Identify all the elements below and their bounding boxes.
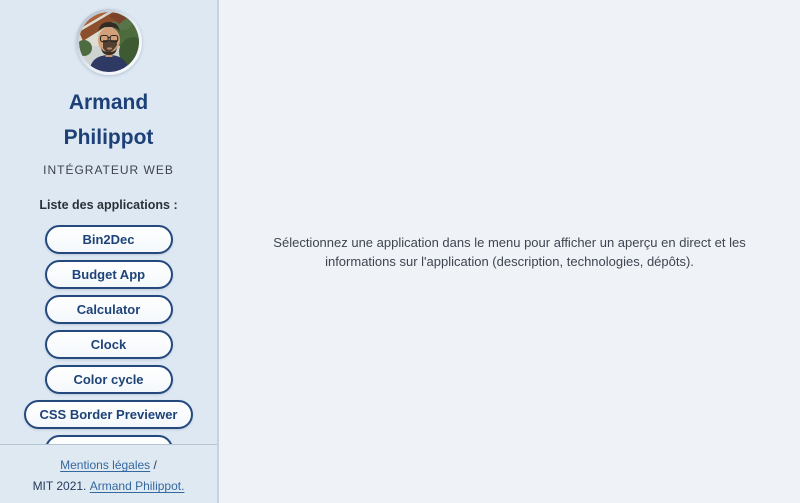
sidebar-footer	[0, 444, 217, 503]
legal-line	[0, 458, 217, 472]
list-item	[45, 225, 173, 254]
legal-link[interactable]: Mentions légales	[60, 458, 151, 472]
sidebar	[0, 0, 219, 503]
list-item	[45, 295, 173, 324]
app-button-bin2dec[interactable]: Bin2Dec	[45, 225, 173, 254]
license-text: MIT 2021.	[32, 479, 87, 493]
app-button-budget-app[interactable]: Budget App	[45, 260, 173, 289]
legal-separator: /	[153, 458, 157, 472]
app-button-calculator[interactable]: Calculator	[45, 295, 173, 324]
app-button-css-border-previewer[interactable]: CSS Border Previewer	[24, 400, 192, 429]
apps-list	[0, 225, 217, 473]
app-button-color-cycle[interactable]: Color cycle	[45, 365, 173, 394]
profile-role: INTÉGRATEUR WEB	[43, 163, 174, 177]
list-item	[45, 260, 173, 289]
avatar-photo	[79, 12, 139, 72]
list-item	[45, 365, 173, 394]
list-item	[45, 330, 173, 359]
license-line	[0, 479, 217, 493]
placeholder-message: Sélectionnez une application dans le menu pour afficher un aperçu en direct et les informations sur l'application (description, technologies, dépôts).	[273, 234, 746, 269]
avatar	[76, 9, 142, 75]
author-link[interactable]: Armand Philippot.	[89, 479, 185, 493]
profile-name: Armand Philippot	[63, 91, 154, 149]
main-panel	[219, 0, 800, 503]
apps-list-heading: Liste des applications :	[39, 198, 178, 212]
list-item	[24, 400, 192, 429]
app-button-clock[interactable]: Clock	[45, 330, 173, 359]
